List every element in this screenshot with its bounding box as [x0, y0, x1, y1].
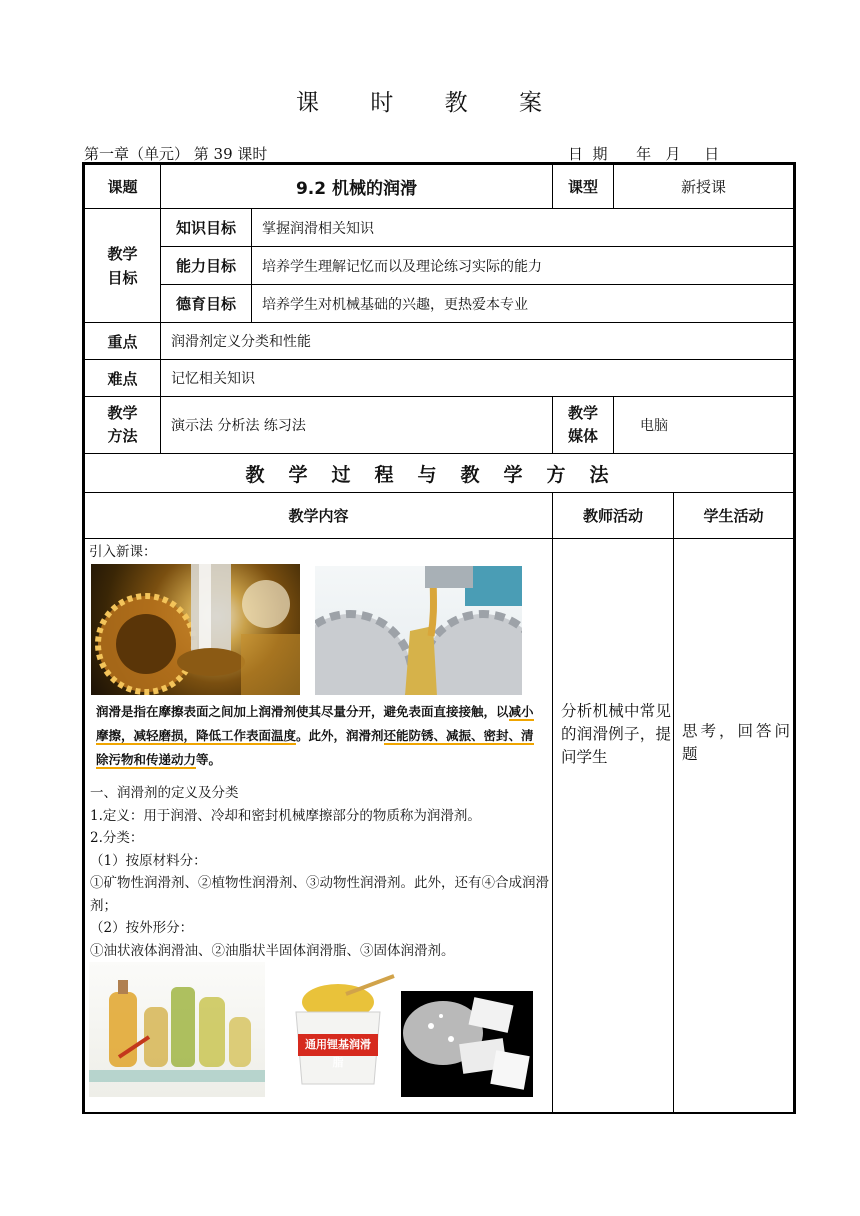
- goal-ability-value: 培养学生理解记忆而以及理论练习实际的能力: [251, 246, 794, 285]
- topic-label: 课题: [84, 164, 161, 209]
- method-text: 教学方法: [107, 404, 138, 445]
- student-activity: 思考，回答问题: [682, 722, 790, 763]
- goals-text: 教学目标: [107, 244, 138, 287]
- solid-lubricant-icon: [401, 991, 533, 1097]
- material-types-line: ①矿物性润滑剂、②植物性润滑剂、③动物性润滑剂。此外，还有④合成润滑剂；: [90, 875, 549, 914]
- intro-text: 引入新课：: [89, 544, 157, 560]
- method-value: 演示法 分析法 练习法: [160, 396, 553, 454]
- teacher-activity: 分析机械中常见的润滑例子，提问学生: [561, 702, 671, 766]
- caption-part-a: 润滑是指在摩擦表面之间加上润滑剂使其尽量分开，避免表面直接接触，以: [96, 704, 509, 719]
- topic-value: [160, 164, 553, 209]
- key-value: 润滑剂定义分类和性能: [160, 322, 794, 360]
- caption-part-c: 。此外，润滑剂: [296, 728, 384, 743]
- solid-lubricant-photo: [401, 991, 533, 1097]
- grease-tub-photo: [286, 972, 396, 1094]
- teacher-cell: [552, 538, 674, 1113]
- caption-part-e: 等。: [196, 752, 222, 767]
- classification-line: 2.分类：: [90, 830, 144, 846]
- definition-line: 1.定义：用于润滑、冷却和密封机械摩擦部分的物质称为润滑剂。: [90, 807, 481, 824]
- goal-knowledge-value: 掌握润滑相关知识: [251, 208, 794, 247]
- type-text: 新授课: [680, 178, 726, 196]
- col-content-header: 教学内容: [84, 492, 553, 539]
- col-student-header: 学生活动: [673, 492, 794, 539]
- gears-oil-icon: [315, 566, 522, 695]
- goals-label: [84, 208, 161, 323]
- grease-tub-label: 通用锂基润滑脂: [305, 1038, 371, 1069]
- lubrication-caption: [96, 700, 536, 772]
- student-cell: [673, 538, 794, 1113]
- goal-moral-label: 德育目标: [160, 284, 252, 323]
- difficulty-value: 记忆相关知识: [160, 359, 794, 397]
- oil-bottles-photo: [89, 962, 265, 1097]
- form-types-line: ①油状液体润滑油、②油脂状半固体润滑脂、③固体润滑剂。: [90, 942, 455, 959]
- heading-definition: 一、润滑剂的定义及分类: [90, 785, 239, 801]
- gears-oil-photo: [315, 566, 522, 695]
- machinery-photo: [91, 564, 300, 695]
- goal-knowledge-label: 知识目标: [160, 208, 252, 247]
- media-value: 电脑: [613, 396, 794, 454]
- type-label: 课型: [552, 164, 614, 209]
- date-label: 日 期 年 月 日: [568, 145, 720, 163]
- chapter-label: 第一章（单元） 第 39 课时: [84, 145, 268, 163]
- goal-moral-value: 培养学生对机械基础的兴趣，更热爱本专业: [251, 284, 794, 323]
- goal-ability-label: 能力目标: [160, 246, 252, 285]
- media-label: [552, 396, 614, 454]
- by-form-line: （2）按外形分：: [90, 920, 194, 936]
- col-teacher-header: 教师活动: [552, 492, 674, 539]
- caption-part-d: 还能防锈、减振、密封、清除污物和传递动力: [96, 728, 534, 767]
- lesson-text: [90, 782, 550, 962]
- grease-tub-icon: [286, 972, 396, 1094]
- by-material-line: （1）按原材料分：: [90, 852, 207, 869]
- difficulty-label: 难点: [84, 359, 161, 397]
- gear-machinery-icon: [91, 564, 300, 695]
- key-label: 重点: [84, 322, 161, 360]
- type-value: [613, 164, 794, 209]
- oil-bottles-icon: [89, 962, 265, 1097]
- topic-text: 9.2 机械的润滑: [295, 179, 418, 199]
- process-title: 教学过程与教学方法: [84, 453, 794, 493]
- caption-part-b: 减小摩擦，减轻磨损，降低工作表面温度: [96, 704, 534, 743]
- media-text: 教学媒体: [567, 404, 598, 445]
- page-title: 课 时 教 案: [296, 90, 564, 116]
- method-label: [84, 396, 161, 454]
